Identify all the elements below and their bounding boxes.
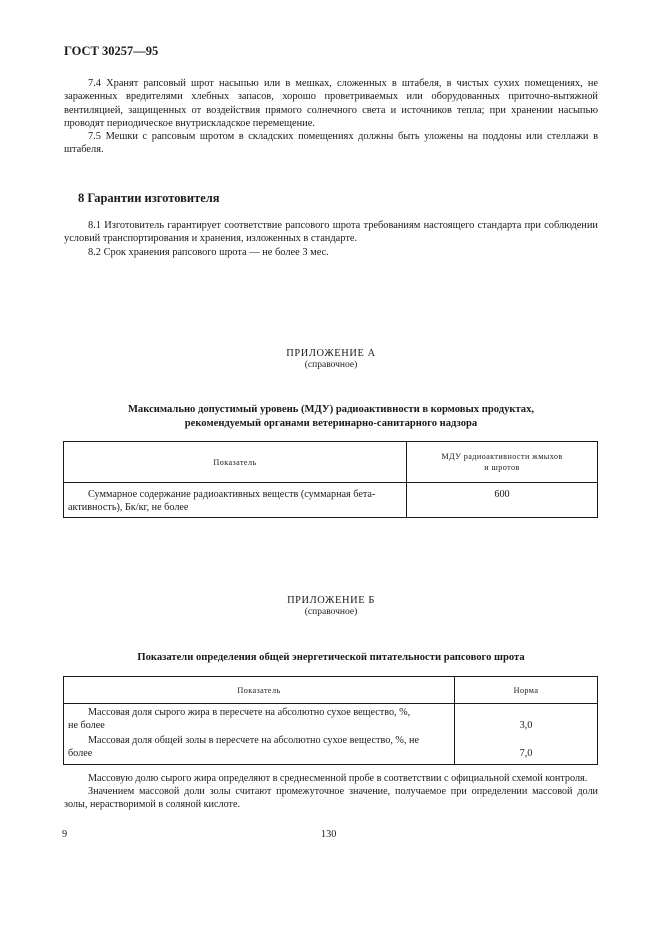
appendix-a-title <box>64 403 598 430</box>
table-row <box>64 483 598 518</box>
appendix-b-title: Показатели определения общей энергетической питательности рапсового шрота <box>137 652 525 663</box>
table-header-row <box>64 677 598 704</box>
cell-line: более <box>68 747 93 759</box>
appendix-b-notes <box>64 772 598 811</box>
cell-value: 7,0 <box>519 747 533 759</box>
cell-line: Суммарное содержание радиоактивных веществ (суммарная бета- <box>88 489 376 500</box>
table-body <box>64 704 598 765</box>
cell-line: Массовая доля сырого жира в пересчете на абсолютно сухое вещество, %, <box>88 707 411 718</box>
cell-value: 3,0 <box>519 719 533 731</box>
header-line: МДУ радиоактивности жмыхов <box>441 452 563 461</box>
cell-line: Массовая доля общей золы в пересчете на абсолютно сухое вещество, %, не <box>88 735 419 746</box>
paragraph-7-5: 7.5 Мешки с рапсовым шротом в складских помещениях должны быть уложены на поддоны или стеллажи в штабеля. <box>64 131 598 156</box>
appendix-a-title-line2: рекомендуемый органами ветеринарно-санитарного надзора <box>184 417 478 429</box>
header-line: и шротов <box>484 463 520 472</box>
appendix-a-table <box>63 441 598 518</box>
paragraph-8-2: 8.2 Срок хранения рапсового шрота — не более 3 мес. <box>88 246 329 258</box>
appendix-b-status: (справочное) <box>304 607 358 617</box>
section-8-body <box>64 219 598 259</box>
note-paragraph: Значением массовой доли золы считают промежуточное значение, получаемое при определении массовой доли золы, нерастворимой в соляной кислоте. <box>64 786 598 810</box>
paragraph-7-4: 7.4 Хранят рапсовый шрот насыпью или в мешках, сложенных в штабеля, в чистых сухих помещениях, не зараженных вредителями хлебных запасов, хорошо проветриваемых или оборудованных приточно-вытяжной вентиляцией, защищенных от воздействия прямого солнечного света и источников тепла; при хранении насыпью проводят периодическое внутрискладское перемещение. <box>64 78 598 129</box>
table-header-cell: Показатель <box>64 442 407 483</box>
appendix-a-title-line1: Максимально допустимый уровень (МДУ) радиоактивности в кормовых продуктах, <box>127 404 535 415</box>
footer-left-number: 9 <box>62 829 68 840</box>
table-header-cell: Норма <box>455 677 598 704</box>
table-cell-values <box>455 704 598 765</box>
table-header-row <box>64 442 598 483</box>
table-cell-label <box>64 483 407 518</box>
table-cell-value: 600 <box>407 483 598 518</box>
appendix-b-table <box>63 676 598 765</box>
table-header-cell <box>407 442 598 483</box>
appendix-b-label: ПРИЛОЖЕНИЕ Б <box>287 595 375 606</box>
table-cell-labels <box>64 704 455 765</box>
section-8-title: 8 Гарантии изготовителя <box>78 191 220 205</box>
paragraph-8-1: 8.1 Изготовитель гарантирует соответствие рапсового шрота требованиям настоящего стандарта при соблюдении условий транспортирования и хранения, изложенных в стандарте. <box>64 220 598 245</box>
cell-line: активность), Бк/кг, не более <box>68 501 189 513</box>
document-code: ГОСТ 30257—95 <box>64 44 159 58</box>
table-header-cell: Показатель <box>64 677 455 704</box>
page-number: 130 <box>321 829 337 840</box>
appendix-a-label: ПРИЛОЖЕНИЕ А <box>286 348 376 359</box>
appendix-a-status: (справочное) <box>304 360 358 370</box>
note-paragraph: Массовую долю сырого жира определяют в среднесменной пробе в соответствии с официальной схемой контроля. <box>88 773 588 784</box>
cell-line: не более <box>68 719 105 731</box>
storage-paragraphs <box>64 77 598 157</box>
